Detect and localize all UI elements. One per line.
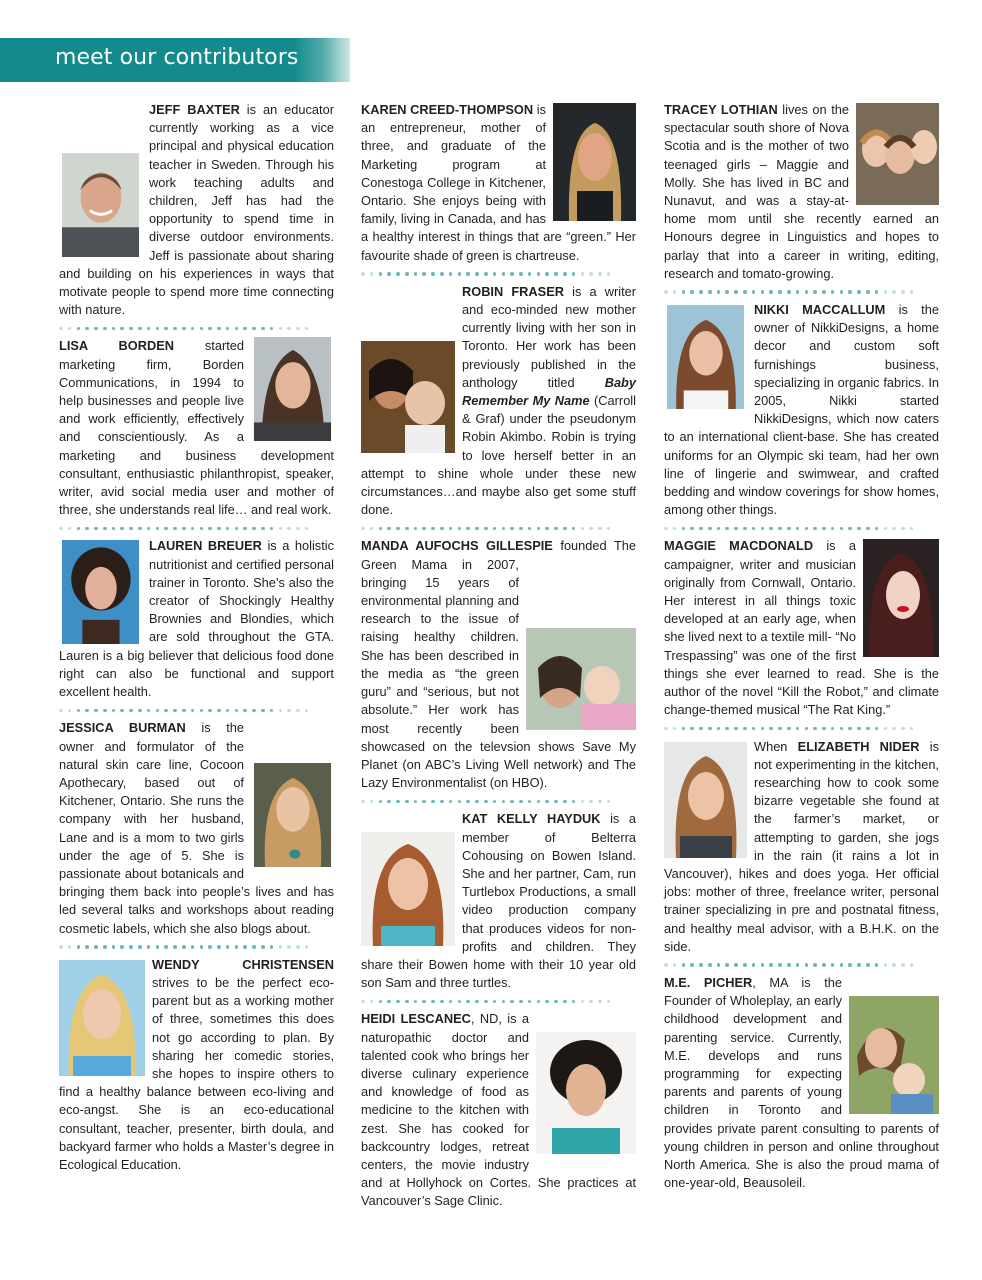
- contributor-photo: [59, 540, 142, 644]
- bio-text: is a member of Belterra Cohousing on Bowen Island. She and her partner, Cam, run Turtlebox Productions, a small video production company that produces videos for non-profits and children. They share their Bowen home with their 10 year old son Sam and three turtles.: [361, 811, 636, 991]
- bio-text: is a holistic nutritionist and certified personal trainer in Toronto. She’s also the creator of Shockingly Healthy Brownies and Blondies, which are sold throughout the GTA. Lauren is a big believer that delicious food done right can also be functional and support excellent health.: [59, 538, 334, 700]
- dot-divider: [664, 283, 939, 301]
- column-1: [59, 101, 334, 1174]
- bio-karen-creed-thompson: [361, 101, 636, 265]
- dot-divider: [361, 265, 636, 283]
- bio-lisa-borden: [59, 337, 334, 519]
- bio-text: is the owner and formulator of the natural skin care line, Cocoon Apothecary, based out of Kitchener, Ontario. She runs the company with her husband, Lane and is a mom to two girls under the age of 5. She is passionate about botanicals and bringing them back into people’s lives and has led several talks and workshops about reading cosmetic labels, which she also blogs about.: [59, 720, 334, 936]
- contributor-name: LAUREN BREUER: [149, 538, 262, 554]
- contributor-photo: [664, 742, 747, 858]
- contributor-name: WENDY CHRISTENSEN: [152, 956, 334, 972]
- bio-maggie-macdonald: [664, 537, 939, 719]
- page-title: meet our contributors: [55, 45, 299, 70]
- bio-text: started marketing firm, Borden Communications, in 1994 to help businesses and people live and work efficiently, effectively and conscientiously. As a marketing and business development consultant, enthusiastic philanthropist, speaker, writer, avid social media user and mother of three, she understands real life… and real work.: [59, 338, 334, 518]
- contributor-name: MAGGIE MACDONALD: [664, 538, 814, 554]
- bio-text: lives on the spectacular south shore of Nova Scotia and is the mother of two teenaged girls – Maggie and Molly. She has lived in BC and Nunavut, and was a stay-at-home mom until she recently earned an Honours degree in Linguistics and hopes to parlay that into a career in writing, editing, research and tomato-growing.: [664, 102, 939, 281]
- bio-elizabeth-nider: [664, 738, 939, 956]
- contributor-photo: [536, 1032, 636, 1154]
- bio-text: is a writer and eco-minded new mother currently living with her son in Toronto. Her work has been previously published in the anthology titled: [462, 283, 636, 390]
- column-2: [361, 101, 636, 1211]
- dot-divider: [59, 519, 334, 537]
- contributor-photo: [856, 103, 939, 205]
- contributor-photo: [361, 832, 455, 946]
- bio-jessica-burman: [59, 719, 334, 937]
- contributor-photo: [664, 305, 747, 409]
- book-title: Baby Remember My Name: [462, 374, 636, 409]
- bio-robin-fraser: [361, 283, 636, 520]
- contributor-photo: [863, 539, 939, 657]
- dot-divider: [664, 519, 939, 537]
- bio-text: is an educator currently working as a vice principal and physical education teacher in Sweden. Through his work teaching adults and children, Jeff has had the opportunity to spend time in diverse outdoor environments. Jeff is passionate about sharing and building on his experiences in ways that motivate people to spend more time connecting with nature.: [59, 102, 334, 318]
- bio-nikki-maccallum: [664, 301, 939, 519]
- bio-jeff-baxter: [59, 101, 334, 319]
- bio-manda-aufochs-gillespie: [361, 537, 636, 792]
- contributor-photo: [361, 341, 455, 453]
- contributor-photo: [59, 960, 145, 1076]
- contributor-name: MANDA AUFOCHS GILLESPIE: [361, 538, 553, 554]
- bio-text: strives to be the perfect eco-parent but as a working mother of three, sometimes this does not go according to plan. By sharing her comedic stories, she hopes to inspire others to find a healthy balance between eco-living and eco-angst. She is an eco-educational consultant, teacher, presenter, birth doula, and backyard farmer who holds a Master’s degree in Ecological Education.: [59, 974, 334, 1172]
- bio-text: founded The Green Mama in 2007, bringing 15 years of environmental planning and research to the issue of raising healthy children. She has been described in the media as “the green guru” and “serious, but not absolute.” Her work has most recently been showcased on the televsion shows Save My Planet (on ABC’s Living Well network) and The Lazy Environmentalist (on HBO).: [361, 538, 636, 791]
- bio-me-picher: [664, 974, 939, 1192]
- contributor-photo: [849, 996, 939, 1114]
- dot-divider: [664, 720, 939, 738]
- bio-text: , ND, is a naturopathic doctor and talented cook who brings her diverse culinary experience and knowledge of food as medicine to the kitchen with zest. She has cooked for backcountry lodges, retreat centers, the movie industry and at Hollyhock on Cortes. She practices at Vancouver’s Sage Clinic.: [361, 1011, 636, 1209]
- contributor-name: KAREN CREED-THOMPSON: [361, 102, 534, 117]
- contributor-name: KAT KELLY HAYDUK: [462, 811, 601, 827]
- bio-text: (Carroll & Graf) under the pseudonym Robin Akimbo. Robin is trying to love herself better in an attempt to shine whole under these new circumstances…and maybe also get some stuff done.: [361, 393, 636, 518]
- contributor-photo: [59, 153, 142, 257]
- bio-wendy-christensen: [59, 956, 334, 1174]
- dot-divider: [361, 792, 636, 810]
- contributor-name: HEIDI LESCANEC: [361, 1011, 471, 1027]
- bio-lauren-breuer: [59, 537, 334, 701]
- dot-divider: [664, 956, 939, 974]
- column-3: [664, 101, 939, 1192]
- bio-text: , MA is the Founder of Wholeplay, an early childhood development and parenting service. Currently, M.E. develops and runs programming for expecting parents and parents of young children in Toronto and provides private parent consulting to parents of young children in person and online throughout North America. She is also the proud mama of one-year-old, Beausoleil.: [664, 974, 939, 1191]
- contributor-name: TRACEY LOTHIAN: [664, 102, 778, 117]
- bio-tracey-lothian: [664, 101, 939, 283]
- contributor-photo: [251, 763, 334, 867]
- contributor-photo: [553, 103, 636, 221]
- bio-text: When: [754, 738, 798, 754]
- bio-heidi-lescanec: [361, 1010, 636, 1210]
- contributor-name: M.E. PICHER: [664, 974, 753, 990]
- dot-divider: [59, 701, 334, 719]
- contributor-photo: [251, 337, 334, 441]
- contributor-photo: [526, 628, 636, 730]
- contributor-name: ROBIN FRASER: [462, 283, 564, 299]
- dot-divider: [59, 319, 334, 337]
- dot-divider: [361, 992, 636, 1010]
- contributor-name: NIKKI MACCALLUM: [754, 302, 886, 318]
- contributor-name: ELIZABETH NIDER: [797, 738, 920, 754]
- contributor-name: LISA BORDEN: [59, 338, 174, 354]
- bio-kat-kelly-hayduk: [361, 810, 636, 992]
- bio-text: is the owner of NikkiDesigns, a home decor and custom soft furnishings business, specializing in organic fabrics. In 2005, Nikki started NikkiDesigns, which now caters to an international client-base. She has created uniforms for an Olympic ski team, had her own line of lingerie and swimwear, and crafted bedding and window coverings for show homes, among other things.: [664, 302, 939, 518]
- bio-text: is an entrepreneur, mother of three, and graduate of the Marketing program at Conestoga College in Kitchener, Ontario. She enjoys being with family, living in Canada, and has a healthy interest in things that are “green.” Her favourite shade of green is chartreuse.: [361, 102, 636, 263]
- dot-divider: [361, 519, 636, 537]
- bio-text: is not experimenting in the kitchen, researching how to cook some bizarre vegetable she found at the farmer’s market, or attempting to garden, she jogs in the rain (it rains a lot in Vancouver), hikes and does yoga. Her official jobs: mother of three, freelance writer, personal trainer specializing in pre and postnatal fitness, and healthy meal advisor, with a B.H.K. on the side.: [664, 738, 939, 954]
- contributor-name: JEFF BAXTER: [149, 102, 240, 117]
- dot-divider: [59, 938, 334, 956]
- contributor-name: JESSICA BURMAN: [59, 720, 186, 736]
- bio-text: is a campaigner, writer and musician originally from Cornwall, Ontario. Her interest in all things toxic developed at an early age, when she lived next to a textile mill- “No Trespassing” was one of the first things she ever learned to read. She is the author of the novel “Kill the Robot,” and climate change-themed musical “The Rat King.”: [664, 538, 939, 718]
